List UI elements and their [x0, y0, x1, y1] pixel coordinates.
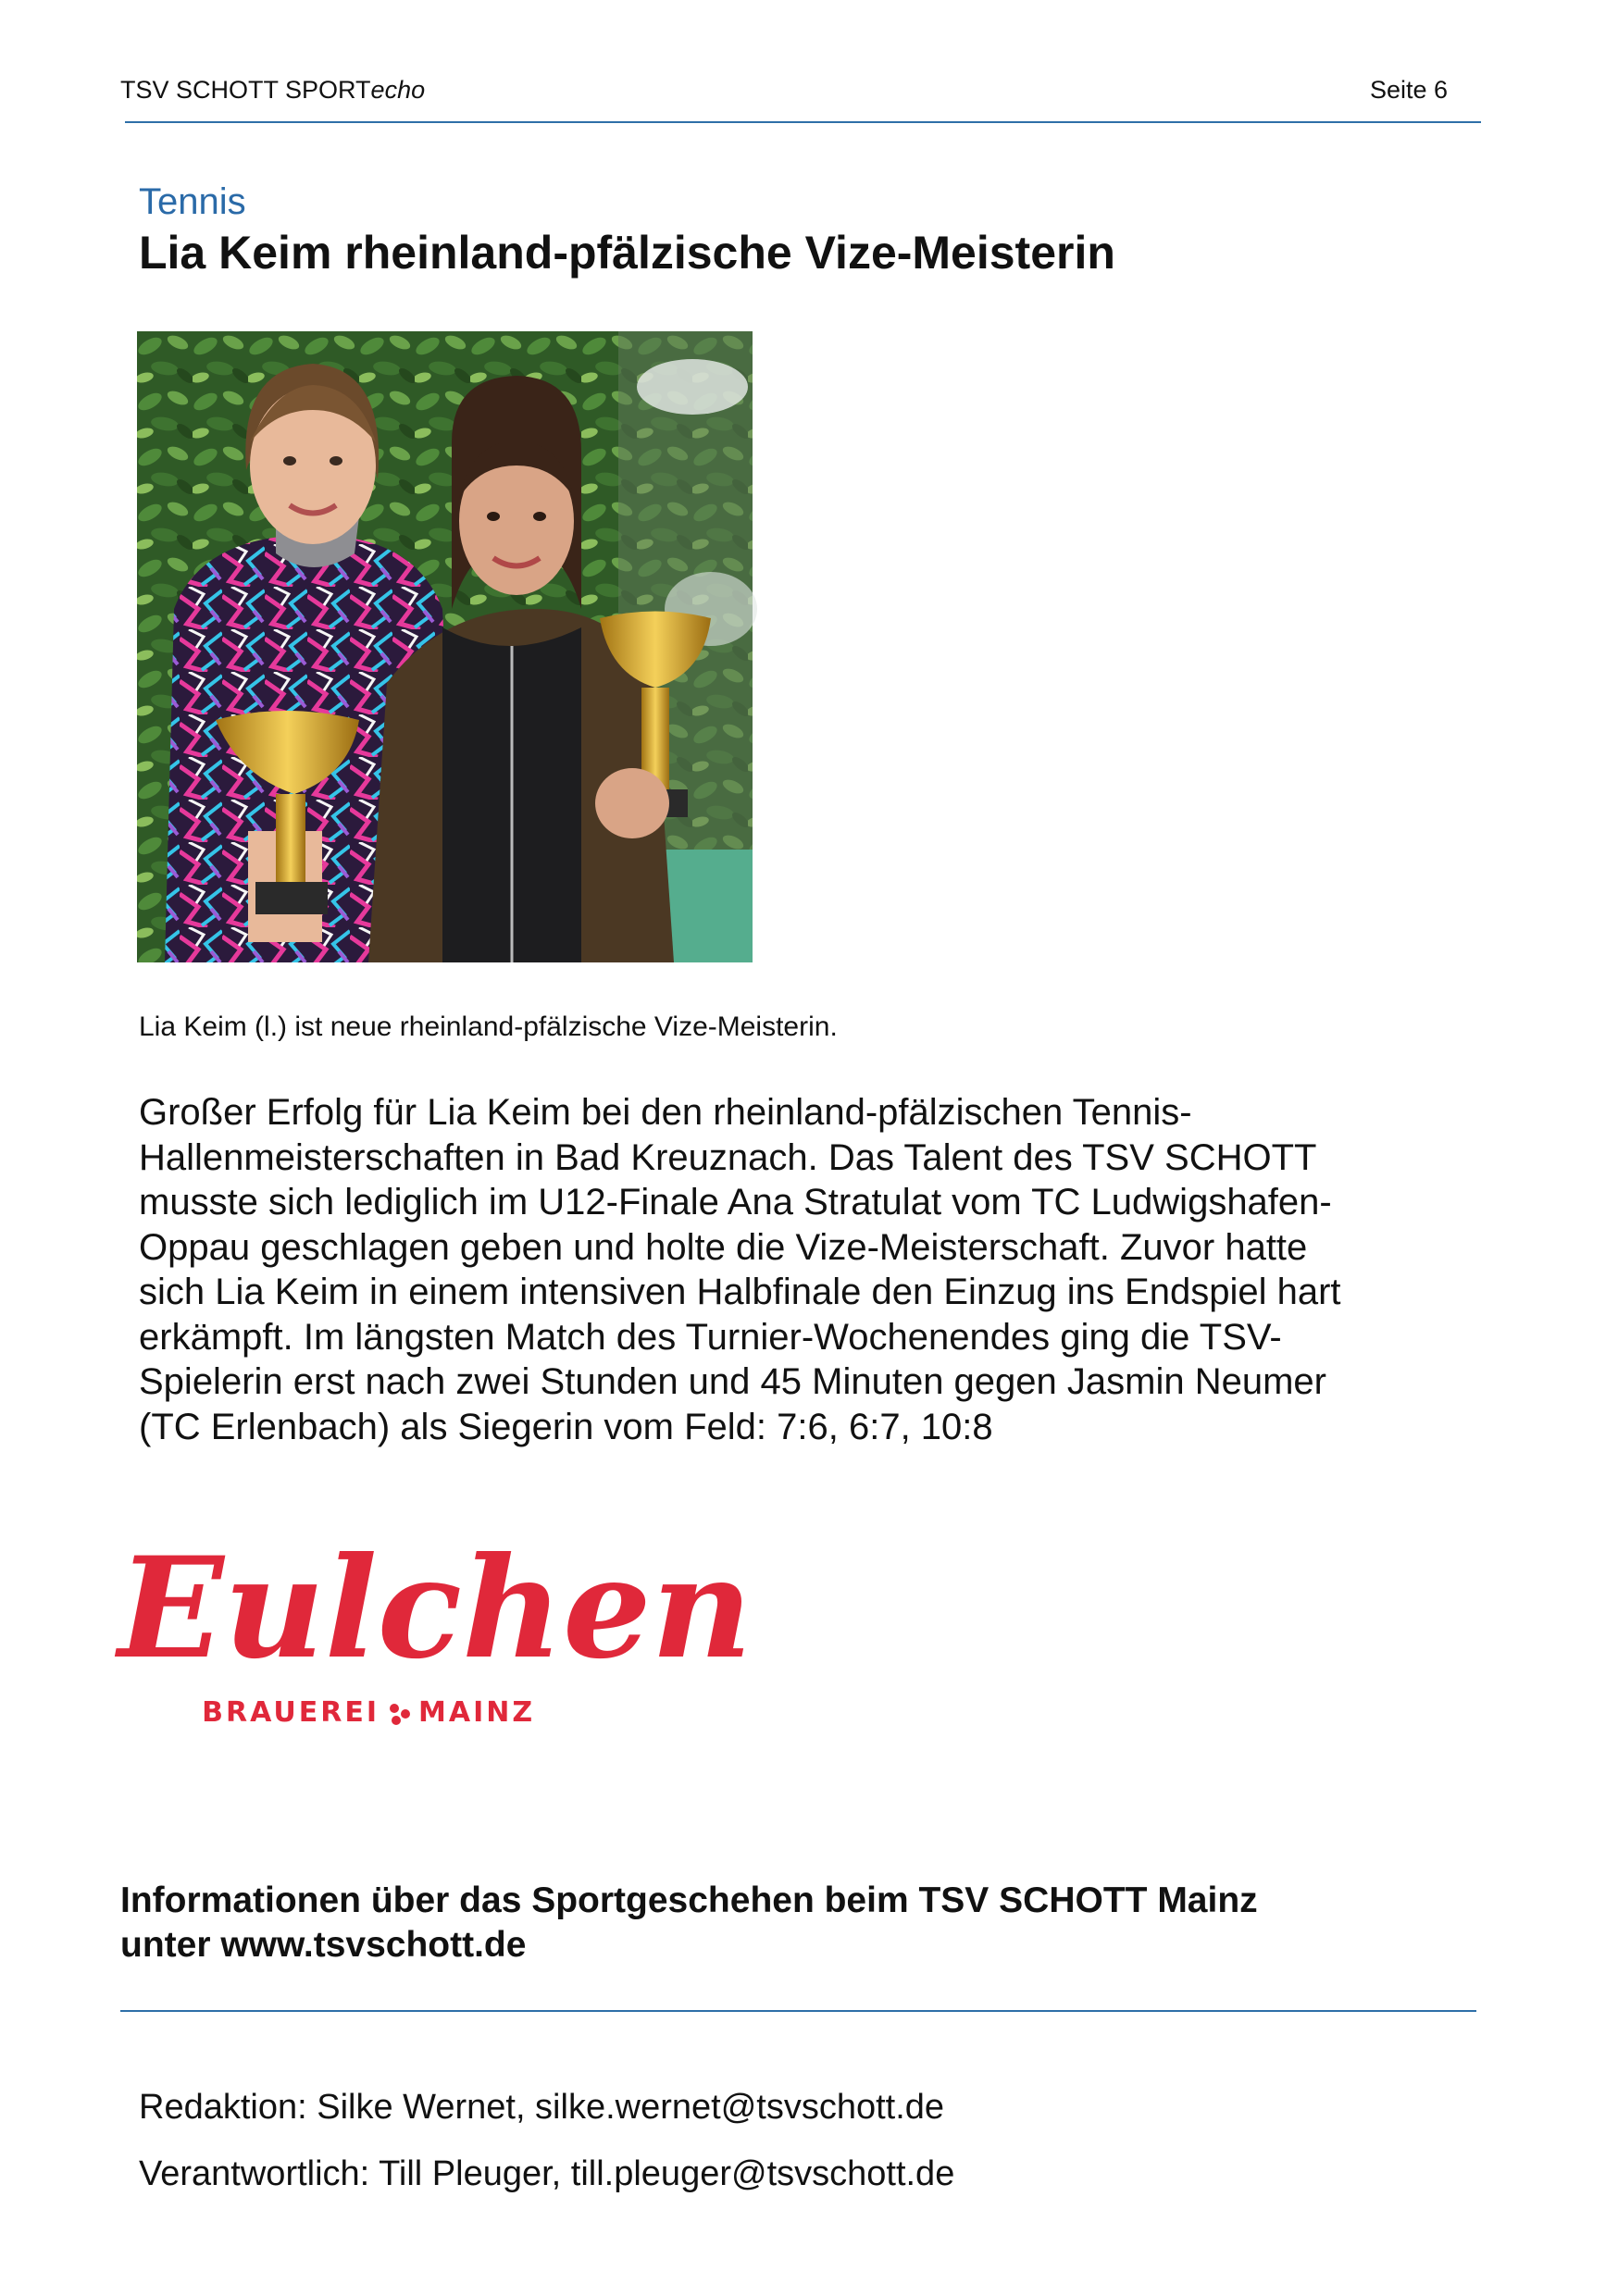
editor-credit: Redaktion: Silke Wernet, silke.wernet@tsvschott.de [139, 2088, 945, 2127]
sponsor-logo-script: Eulchen [118, 1527, 753, 1690]
photo-caption: Lia Keim (l.) ist neue rheinland-pfälzische Vize-Meisterin. [139, 1011, 838, 1042]
info-line: Informationen über das Sportgeschehen beim TSV SCHOTT Mainz [120, 1880, 1258, 1920]
article-body [139, 1090, 1472, 1449]
body-line: Oppau geschlagen geben und holte die Vize-Meisterschaft. Zuvor hatte [139, 1226, 1308, 1268]
publication-title-italic: echo [370, 76, 426, 104]
info-block [120, 1879, 1258, 1967]
body-line: erkämpft. Im längsten Match des Turnier-Wochenendes ging die TSV- [139, 1316, 1282, 1358]
publication-title [120, 76, 425, 105]
article-headline: Lia Keim rheinland-pfälzische Vize-Meisterin [139, 227, 1115, 279]
info-line: unter www.tsvschott.de [120, 1925, 527, 1965]
body-line: Hallenmeisterschaften in Bad Kreuznach. Das Talent des TSV SCHOTT [139, 1136, 1317, 1178]
publication-title-main: TSV SCHOTT SPORT [120, 76, 371, 104]
body-line: Großer Erfolg für Lia Keim bei den rheinland-pfälzischen Tennis- [139, 1092, 1192, 1133]
hop-icon [390, 1704, 410, 1725]
header-divider [125, 121, 1481, 123]
body-line: Spielerin erst nach zwei Stunden und 45 Minuten gegen Jasmin Neumer [139, 1361, 1326, 1402]
sponsor-logo [118, 1527, 753, 1749]
body-line: musste sich lediglich im U12-Finale Ana Stratulat vom TC Ludwigshafen- [139, 1182, 1332, 1222]
section-label: Tennis [139, 181, 246, 222]
sponsor-logo-sub-left: BRAUEREI [202, 1696, 380, 1729]
body-line: (TC Erlenbach) als Siegerin vom Feld: 7:6, 6:7, 10:8 [139, 1406, 993, 1447]
body-line: sich Lia Keim in einem intensiven Halbfinale den Einzug ins Endspiel hart [139, 1272, 1341, 1312]
responsible-credit: Verantwortlich: Till Pleuger, till.pleuger@tsvschott.de [139, 2154, 955, 2193]
sponsor-logo-sub-right: MAINZ [418, 1696, 536, 1729]
article-photo [137, 331, 753, 962]
page-number: Seite 6 [1370, 76, 1449, 104]
footer-divider [120, 2010, 1476, 2012]
